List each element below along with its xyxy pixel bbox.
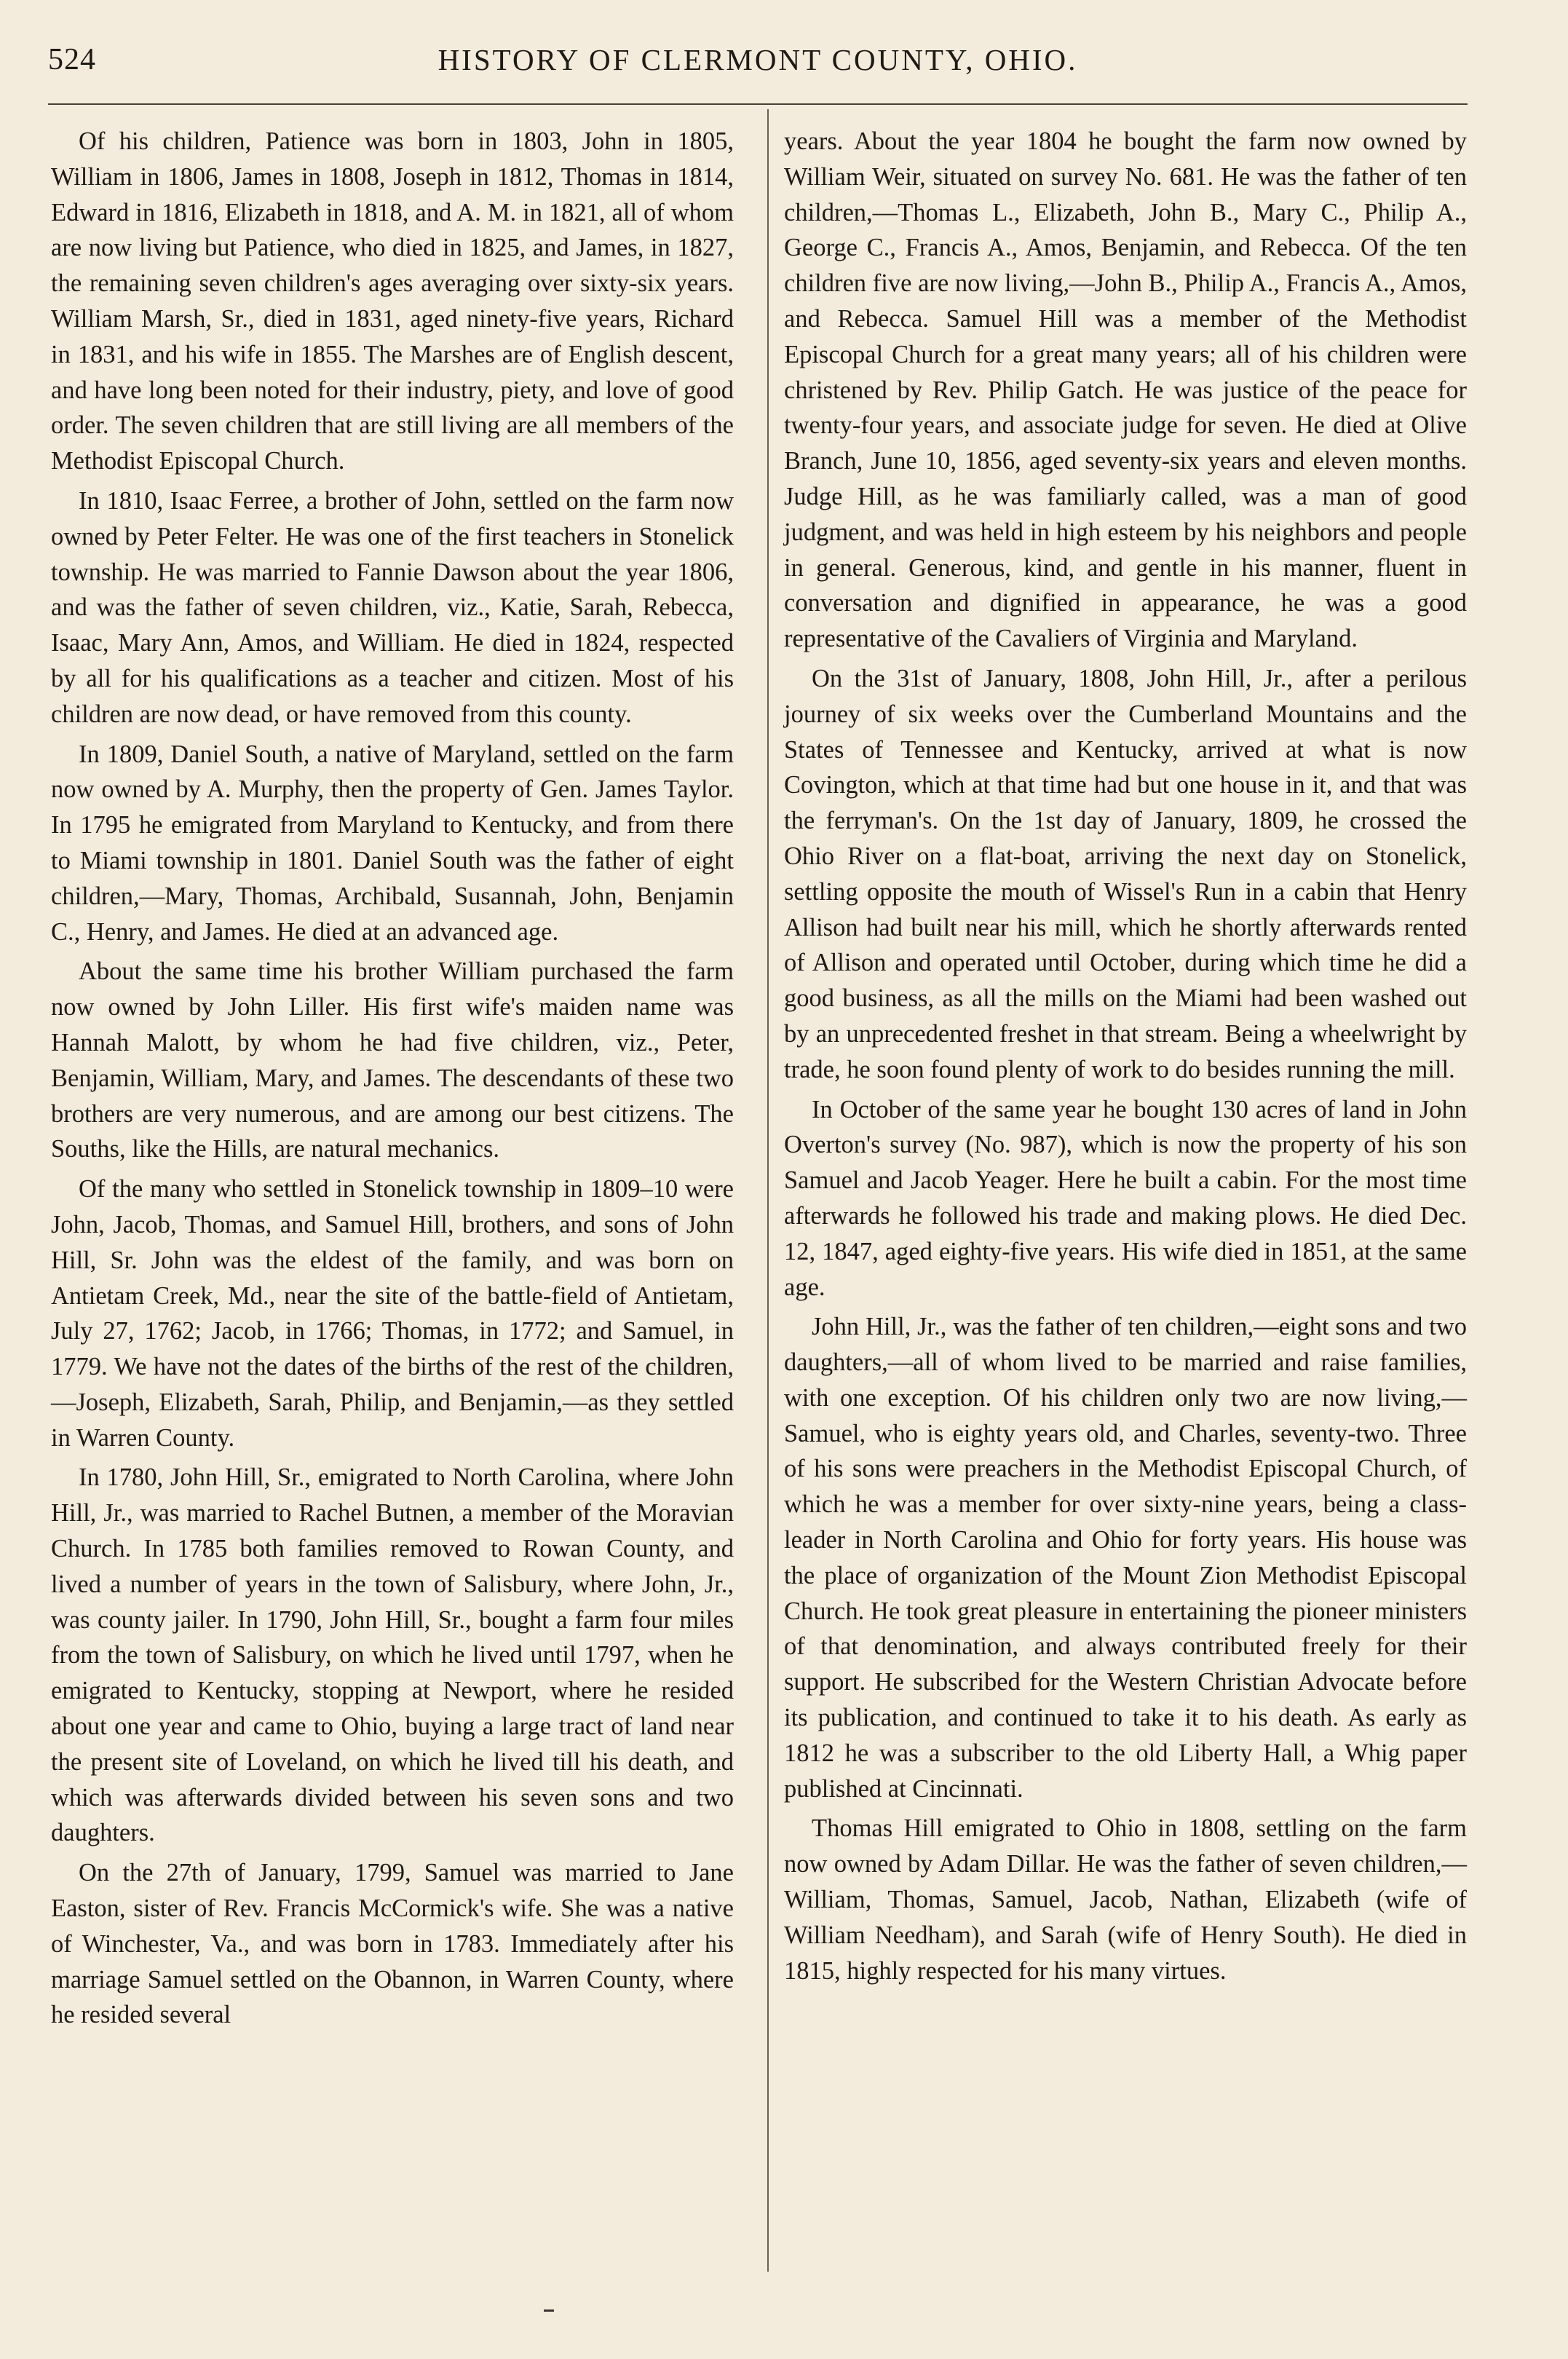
paragraph: years. About the year 1804 he bought the farm now owned by William Weir, situated on survey No. 681. He was the father of ten children,—Thomas L., Elizabeth, John B., Mary C., Philip A., George C., Francis A., Amos, Benjamin, and Rebecca. Of the ten children five are now living,—John B., Philip A., Francis A., Amos, and Rebecca. Samuel Hill was a member of the Methodist Episcopal Church for a great many years; all of his children were christened by Rev. Philip Gatch. He was justice of the peace for twenty-four years, and associate judge for seven. He died at Olive Branch, June 10, 1856, aged seventy-six years and eleven months. Judge Hill, as he was familiarly called, was a man of good judgment, and was held in high esteem by his neighbors and people in general. Generous, kind, and gentle in his manner, fluent in conversation and dignified in appearance, he was a good representative of the Cavaliers of Virginia and Maryland. xyxy=(784,127,1467,653)
page-number: 524 xyxy=(48,43,96,76)
paragraph: Thomas Hill emigrated to Ohio in 1808, settling on the farm now owned by Adam Dillar. He was the father of seven children,—William, Thomas, Samuel, Jacob, Nathan, Elizabeth (wife of William Needham), and Sarah (wife of Henry South). He died in 1815, highly respected for his many virtues. xyxy=(784,1814,1467,1985)
right-column xyxy=(784,124,1467,1988)
paragraph: Of his children, Patience was born in 1803, John in 1805, William in 1806, James in 1808, Joseph in 1812, Thomas in 1814, Edward in 1816, Elizabeth in 1818, and A. M. in 1821, all of whom are now living but Patience, who died in 1825, and James, in 1827, the remaining seven children's ages averaging over sixty-six years. William Marsh, Sr., died in 1831, aged ninety-five years, Richard in 1831, and his wife in 1855. The Marshes are of English descent, and have long been noted for their industry, piety, and love of good order. The seven children that are still living are all members of the Methodist Episcopal Church. xyxy=(51,127,734,475)
paragraph: In October of the same year he bought 130 acres of land in John Overton's survey (No. 987), which is now the property of his son Samuel and Jacob Yeager. Here he built a cabin. For the most time afterwards he followed his trade and making plows. He died Dec. 12, 1847, aged eighty-five years. His wife died in 1851, at the same age. xyxy=(784,1095,1467,1301)
paragraph: In 1809, Daniel South, a native of Maryland, settled on the farm now owned by A. Murphy, then the property of Gen. James Taylor. In 1795 he emigrated from Maryland to Kentucky, and from there to Miami township in 1801. Daniel South was the father of eight children,—Mary, Thomas, Archibald, Susannah, John, Benjamin C., Henry, and James. He died at an advanced age. xyxy=(51,740,734,946)
paragraph: John Hill, Jr., was the father of ten children,—eight sons and two daughters,—all of whom lived to be married and raise families, with one exception. Of his children only two are now living,—Samuel, who is eighty years old, and Charles, seventy-two. Three of his sons were preachers in the Methodist Episcopal Church, of which he was a member for over sixty-nine years, being a class-leader in North Carolina and Ohio for forty years. His house was the place of organization of the Mount Zion Methodist Episcopal Church. He took great pleasure in entertaining the pioneer ministers of that denomination, and always contributed freely for their support. He subscribed for the Western Christian Advocate before its publication, and continued to take it to his death. As early as 1812 he was a subscriber to the old Liberty Hall, a Whig paper published at Cincinnati. xyxy=(784,1313,1467,1803)
footer-mark xyxy=(544,2309,554,2312)
paragraph: In 1780, John Hill, Sr., emigrated to North Carolina, where John Hill, Jr., was married to Rachel Butnen, a member of the Moravian Church. In 1785 both families removed to Rowan County, and lived a number of years in the town of Salisbury, where John, Jr., was county jailer. In 1790, John Hill, Sr., bought a farm four miles from the town of Salisbury, on which he lived until 1797, when he emigrated to Kentucky, stopping at Newport, where he resided about one year and came to Ohio, buying a large tract of land near the present site of Loveland, on which he lived till his death, and which was afterwards divided between his seven sons and two daughters. xyxy=(51,1463,734,1847)
paragraph: In 1810, Isaac Ferree, a brother of John, settled on the farm now owned by Peter Felter. He was one of the first teachers in Stonelick township. He was married to Fannie Dawson about the year 1806, and was the father of seven children, viz., Katie, Sarah, Rebecca, Isaac, Mary Ann, Amos, and William. He died in 1824, respected by all for his qualifications as a teacher and citizen. Most of his children are now dead, or have removed from this county. xyxy=(51,486,734,728)
header-rule xyxy=(48,103,1468,105)
left-column xyxy=(51,124,734,2033)
paragraph: On the 27th of January, 1799, Samuel was married to Jane Easton, sister of Rev. Francis McCormick's wife. She was a native of Winchester, Va., and was born in 1783. Immediately after his marriage Samuel settled on the Obannon, in Warren County, where he resided several xyxy=(51,1859,734,2029)
page-header xyxy=(48,42,1468,86)
column-divider xyxy=(767,109,769,2272)
paragraph: About the same time his brother William purchased the farm now owned by John Liller. His first wife's maiden name was Hannah Malott, by whom he had five children, viz., Peter, Benjamin, William, Mary, and James. The descendants of these two brothers are very numerous, and are among our best citizens. The Souths, like the Hills, are natural mechanics. xyxy=(51,957,734,1163)
running-title: HISTORY OF CLERMONT COUNTY, OHIO. xyxy=(437,43,1078,76)
paragraph: On the 31st of January, 1808, John Hill, Jr., after a perilous journey of six weeks over the Cumberland Mountains and the States of Tennessee and Kentucky, arrived at what is now Covington, which at that time had but one house in it, and that was the ferryman's. On the 1st day of January, 1809, he crossed the Ohio River on a flat-boat, arriving the next day on Stonelick, settling opposite the mouth of Wissel's Run in a cabin that Henry Allison had built near his mill, which he shortly afterwards rented of Allison and operated until October, during which time he did a good business, as all the mills on the Miami had been washed out by an unprecedented freshet in that stream. Being a wheelwright by trade, he soon found plenty of work to do besides running the mill. xyxy=(784,664,1467,1083)
paragraph: Of the many who settled in Stonelick township in 1809–10 were John, Jacob, Thomas, and Samuel Hill, brothers, and sons of John Hill, Sr. John was the eldest of the family, and was born on Antietam Creek, Md., near the site of the battle-field of Antietam, July 27, 1762; Jacob, in 1766; Thomas, in 1772; and Samuel, in 1779. We have not the dates of the births of the rest of the children,—Joseph, Elizabeth, Sarah, Philip, and Benjamin,—as they settled in Warren County. xyxy=(51,1175,734,1452)
